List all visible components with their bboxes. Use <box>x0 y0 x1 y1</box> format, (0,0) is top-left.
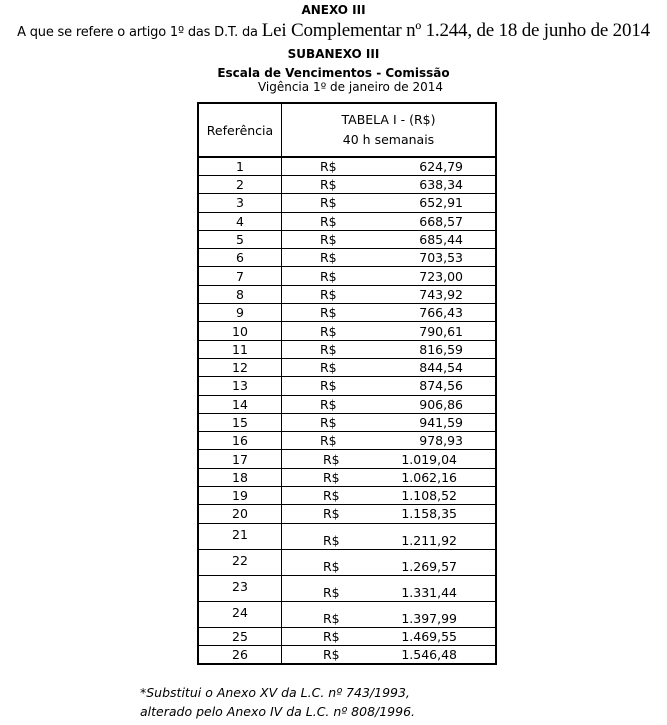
reference-cell: 26 <box>198 645 282 664</box>
table-row <box>198 468 496 486</box>
value-cell <box>282 322 497 340</box>
amount: 685,44 <box>419 232 463 248</box>
table-row <box>198 377 496 395</box>
currency-symbol: R$ <box>320 159 337 174</box>
value-cell <box>282 212 497 230</box>
value-cell <box>282 358 497 376</box>
currency-symbol: R$ <box>320 323 337 339</box>
reference-cell: 9 <box>198 304 282 322</box>
value-cell <box>282 377 497 395</box>
law-reference-prefix: A que se refere o artigo 1º das D.T. da <box>17 25 262 40</box>
table-row <box>198 212 496 230</box>
reference-cell: 8 <box>198 285 282 303</box>
amount: 1.019,04 <box>401 451 457 467</box>
table-row <box>198 194 496 212</box>
amount: 1.062,16 <box>401 469 457 485</box>
reference-cell: 3 <box>198 194 282 212</box>
reference-cell: 5 <box>198 230 282 248</box>
table-row <box>198 285 496 303</box>
value-cell <box>282 176 497 194</box>
amount: 766,43 <box>419 305 463 321</box>
amount: 703,53 <box>419 250 463 266</box>
amount: 1.269,57 <box>401 558 457 574</box>
table-row <box>198 395 496 413</box>
amount: 1.469,55 <box>401 628 457 644</box>
currency-symbol: R$ <box>320 268 337 284</box>
annex-title: ANEXO III <box>301 3 366 17</box>
currency-symbol: R$ <box>320 415 337 430</box>
currency-symbol: R$ <box>323 646 340 662</box>
table-row <box>198 523 496 549</box>
currency-symbol: R$ <box>323 506 340 522</box>
currency-symbol: R$ <box>320 213 337 229</box>
currency-symbol: R$ <box>320 232 337 248</box>
currency-symbol: R$ <box>323 469 340 485</box>
value-cell <box>282 450 497 468</box>
amount: 1.211,92 <box>401 532 457 548</box>
reference-cell: 11 <box>198 340 282 358</box>
table-label: TABELA I - (R$) <box>341 112 436 127</box>
subannex-title: SUBANEXO III <box>287 47 380 61</box>
currency-symbol: R$ <box>320 177 337 193</box>
reference-cell: 18 <box>198 468 282 486</box>
currency-symbol: R$ <box>320 396 337 412</box>
reference-cell: 17 <box>198 450 282 468</box>
currency-symbol: R$ <box>320 341 337 357</box>
currency-symbol: R$ <box>320 195 337 211</box>
amount: 816,59 <box>419 341 463 357</box>
amount: 652,91 <box>419 195 463 211</box>
amount: 874,56 <box>419 378 463 394</box>
footnote-line-1: *Substitui o Anexo XV da L.C. nº 743/1993, <box>140 685 410 700</box>
currency-symbol: R$ <box>320 433 337 449</box>
value-cell <box>282 487 497 505</box>
amount: 941,59 <box>419 415 463 430</box>
value-cell <box>282 267 497 285</box>
reference-cell: 7 <box>198 267 282 285</box>
footnote-line-2: alterado pelo Anexo IV da L.C. nº 808/1996. <box>140 704 416 719</box>
value-cell <box>282 157 497 176</box>
salary-table-body <box>198 157 496 664</box>
currency-symbol: R$ <box>323 558 340 574</box>
currency-symbol: R$ <box>320 286 337 302</box>
reference-cell: 6 <box>198 249 282 267</box>
table-row <box>198 450 496 468</box>
reference-cell: 1 <box>198 157 282 176</box>
table-row <box>198 304 496 322</box>
value-cell <box>282 549 497 575</box>
reference-cell: 22 <box>198 549 282 575</box>
currency-symbol: R$ <box>323 610 340 626</box>
currency-symbol: R$ <box>320 250 337 266</box>
column-header-table <box>282 103 497 157</box>
reference-cell: 19 <box>198 487 282 505</box>
amount: 1.108,52 <box>401 488 457 504</box>
amount: 1.331,44 <box>401 584 457 600</box>
currency-symbol: R$ <box>323 451 340 467</box>
amount: 668,57 <box>419 213 463 229</box>
currency-symbol: R$ <box>323 532 340 548</box>
table-row <box>198 176 496 194</box>
table-row <box>198 601 496 627</box>
amount: 978,93 <box>419 433 463 449</box>
amount: 624,79 <box>419 159 463 174</box>
amount: 1.397,99 <box>401 610 457 626</box>
value-cell <box>282 432 497 450</box>
amount: 743,92 <box>419 286 463 302</box>
reference-cell: 2 <box>198 176 282 194</box>
table-row <box>198 249 496 267</box>
reference-cell: 23 <box>198 575 282 601</box>
amount: 1.158,35 <box>401 506 457 522</box>
table-row <box>198 575 496 601</box>
value-cell <box>282 395 497 413</box>
value-cell <box>282 645 497 664</box>
law-reference-law: Lei Complementar nº 1.244, de 18 de junho de 2014 <box>261 20 650 41</box>
table-row <box>198 358 496 376</box>
value-cell <box>282 249 497 267</box>
reference-cell: 24 <box>198 601 282 627</box>
currency-symbol: R$ <box>323 584 340 600</box>
table-row <box>198 340 496 358</box>
amount: 906,86 <box>419 396 463 412</box>
reference-cell: 4 <box>198 212 282 230</box>
value-cell <box>282 468 497 486</box>
table-row <box>198 505 496 523</box>
currency-symbol: R$ <box>320 378 337 394</box>
table-row <box>198 230 496 248</box>
value-cell <box>282 575 497 601</box>
reference-cell: 12 <box>198 358 282 376</box>
salary-table <box>197 102 497 665</box>
value-cell <box>282 304 497 322</box>
value-cell <box>282 194 497 212</box>
table-row <box>198 645 496 664</box>
value-cell <box>282 413 497 431</box>
currency-symbol: R$ <box>320 360 337 376</box>
column-header-reference: Referência <box>198 103 282 157</box>
reference-cell: 25 <box>198 627 282 645</box>
amount: 723,00 <box>419 268 463 284</box>
table-row <box>198 322 496 340</box>
reference-cell: 20 <box>198 505 282 523</box>
value-cell <box>282 627 497 645</box>
currency-symbol: R$ <box>323 628 340 644</box>
law-reference <box>0 20 667 42</box>
hours-label: 40 h semanais <box>342 132 435 147</box>
value-cell <box>282 601 497 627</box>
table-row <box>198 157 496 176</box>
reference-cell: 10 <box>198 322 282 340</box>
currency-symbol: R$ <box>320 305 337 321</box>
scale-title: Escala de Vencimentos - Comissão <box>217 66 450 80</box>
footnote <box>140 683 415 721</box>
table-row <box>198 627 496 645</box>
amount: 638,34 <box>419 177 463 193</box>
value-cell <box>282 285 497 303</box>
amount: 844,54 <box>419 360 463 376</box>
amount: 1.546,48 <box>401 646 457 662</box>
reference-cell: 13 <box>198 377 282 395</box>
value-cell <box>282 230 497 248</box>
reference-cell: 16 <box>198 432 282 450</box>
value-cell <box>282 340 497 358</box>
table-row <box>198 432 496 450</box>
table-row <box>198 487 496 505</box>
reference-cell: 14 <box>198 395 282 413</box>
amount: 790,61 <box>419 323 463 339</box>
currency-symbol: R$ <box>323 488 340 504</box>
reference-cell: 21 <box>198 523 282 549</box>
value-cell <box>282 523 497 549</box>
value-cell <box>282 505 497 523</box>
table-row <box>198 267 496 285</box>
reference-cell: 15 <box>198 413 282 431</box>
table-row <box>198 549 496 575</box>
table-row <box>198 413 496 431</box>
effective-date: Vigência 1º de janeiro de 2014 <box>257 80 444 94</box>
